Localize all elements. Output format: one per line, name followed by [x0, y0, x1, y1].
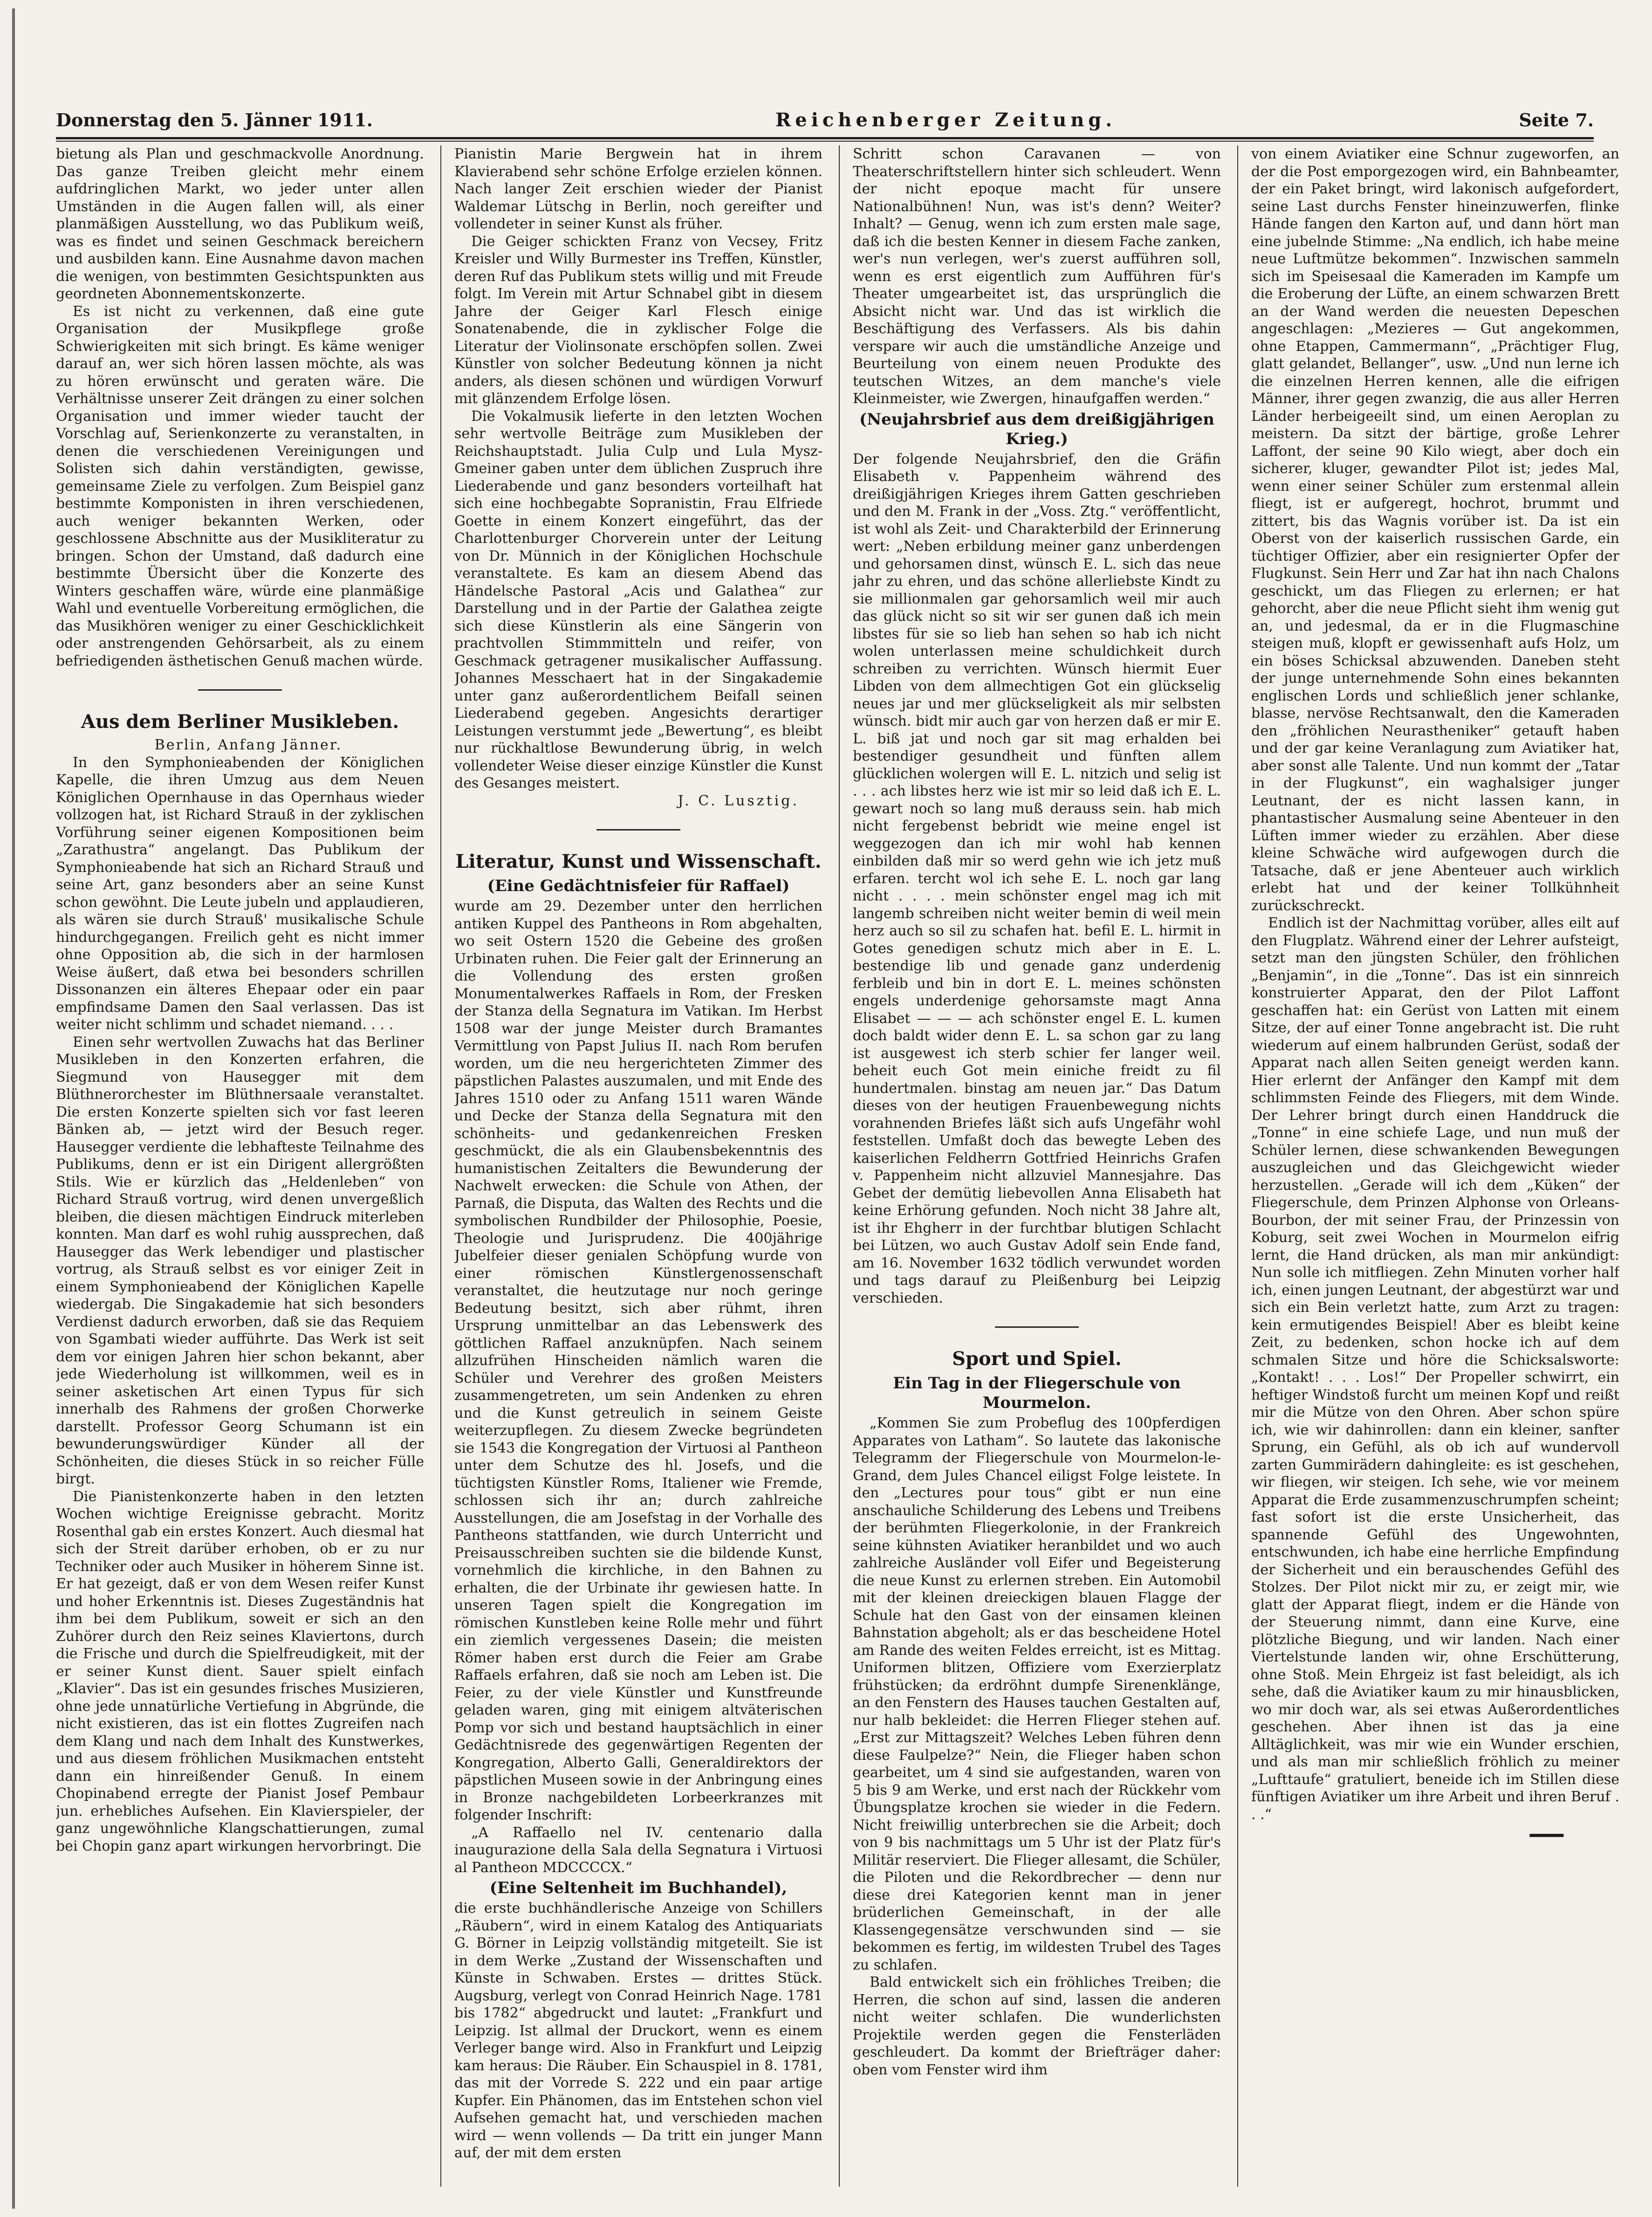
hausegger-paragraph: Einen sehr wertvollen Zuwachs hat das Berliner Musikleben in den Konzerten erfahren, die Siegmund von Hausegger mit dem Blüthnerorchester im Blüthnersaale veranstaltet. Die ersten Konzerte spielten sich vor fast leeren Bänken ab, — jetzt wird der Besuch reger. Hausegger verdiente die lebhafteste Teilnahme des Publikums, denn er ist ein Dirigent allergrößten Stils. Wie er kürzlich das „Heldenleben“ von Richard Strauß vortrug, wird denen unvergeßlich bleiben, die diesen mächtigen Eindruck miterleben konnten. Man darf es wohl ruhig aussprechen, daß Hausegger das Werk lebendiger und plastischer vortrug, als Strauß selbst es vor einiger Zeit in einem Symphonieabend der Königlichen Kapelle wiedergab. Die Singakademie hat sich besonders Verdienst dadurch erworben, daß sie das Requiem von Sgambati wieder aufführte. Das Werk ist seit dem vor einigen Jahren hier schon bekannt, aber jede Wiederholung ist willkommen, weil es in seiner asketischen Art einen Typus für sich innerhalb des Rahmens der großen Chorwerke darstellt. Professor Georg Schumann ist ein bewunderungswürdiger Künder all der Schönheiten, die dieses Stück in so reicher Fülle birgt. — [56, 1034, 424, 1487]
column-3 — [853, 145, 1221, 2187]
newyear-letter-subheadline: (Neujahrsbrief aus dem dreißigjährigen Krieg.) — [859, 410, 1215, 448]
violinist-paragraph: Die Geiger schickten Franz von Vecsey, Fritz Kreisler und Willy Burmester ins Treffen, Künstler, deren Ruf das Publikum stets willig und mit Freude folgt. Im Verein mit Artur Schnabel gibt in diesem Jahre der Geiger Karl Flesch einige Sonatenabende, die in zyklischer Folge die Literatur der Violinsonate erschöpfen sollen. Zwei Künstler von solcher Bedeutung können ja nicht anders, als diesen schönen und würdigen Vorwurf mit glänzendem Erfolge lösen. — [454, 233, 823, 407]
symphony-paragraph: In den Symphonieabenden der Königlichen Kapelle, die ihren Umzug aus dem Neuen Königlichen Opernhause in das Opernhaus wieder vollzogen hat, ist Richard Strauß in der zyklischen Vorführung seiner eigenen Kompositionen beim „Zarathustra“ angelangt. Das Publikum der Symphonieabende hat sich an Richard Strauß und seine Art, ganz besonders aber an seine Kunst schon gewöhnt. Die Leute jubeln und applaudieren, als wären sie durch Strauß' musikalische Schule hindurchgegangen. Freilich geht es nicht immer ohne Opposition ab, die sich in der harmlosen Weise äußert, daß etwa bei besonders schrillen Dissonanzen ein älteres Ehepaar oder ein paar empfindsame Damen den Saal verlassen. Das ist weiter nicht schlimm und schadet niemand. . . . — [56, 754, 424, 1033]
raffael-subheadline: (Eine Gedächtnisfeier für Raffael) — [487, 877, 790, 895]
concert-organisation-paragraph: Es ist nicht zu verkennen, daß eine gute Organisation der Musikpflege große Schwierigkeiten mit sich bringt. Es käme weniger darauf an, wer sich hören lassen möchte, als was zu hören erwünscht und geraten wäre. Die Verhältnisse unserer Zeit drängen zu einer solchen Organisation und immer wieder taucht der Vorschlag auf, Serienkonzerte zu veranstalten, in denen die verschiedenen Vereinigungen und Solisten sich dahin verständigten, gewisse, gemeinsame Ziele zu verfolgen. Zum Beispiel ganz bestimmte Komponisten in ihren verschiedenen, auch weniger bekannten Werken, oder geschlossene Abschnitte aus der Musikliteratur zu bringen. Schon der Umstand, daß dadurch eine bestimmte Übersicht über die Konzerte des Winters geschaffen wäre, würde eine planmäßige Wahl und eventuelle Vorbereitung ermöglichen, die das Musikhören weniger zu einer Geschicklichkeit oder anstrengenden Gehörsarbeit, als zu einem befriedigenden ästhetischen Genuß machen würde. — [56, 303, 424, 669]
flight-experience-paragraph: Endlich ist der Nachmittag vorüber, alles eilt auf den Flugplatz. Während einer der Lehrer aufsteigt, setzt man den jüngsten Schüler, den fröhlichen „Benjamin“, in die „Tonne“. Das ist ein sinnreich konstruierter Apparat, den der Pilot Laffont geschaffen hat: ein Gerüst von Latten mit einem Sitze, der auf einer Tonne angebracht ist. Die ruht wiederum auf einem halbrunden Gerüst, sodaß der Apparat nach allen Seiten geneigt werden kann. Hier erlernt der Anfänger den Kampf mit dem schlimmsten Feinde des Fliegers, mit dem Winde. Der Lehrer bringt durch einen Handdruck die „Tonne“ in eine schiefe Lage, und nun muß der Schüler lernen, diese schwankenden Bewegungen auszugleichen und das Gleichgewicht wieder herzustellen. „Gerade will ich dem „Küken“ der Fliegerschule, dem Prinzen Alphonse von Orleans-Bourbon, der mit seiner Frau, der Prinzessin von Koburg, seit zwei Wochen in Mourmelon eifrig lernt, die Hand drücken, als man mir ankündigt: Nun solle ich mitfliegen. Zehn Minuten vorher half ich, einen jungen Leutnant, der abgestürzt war und sich ein Bein verletzt hatte, zum Arzt zu tragen: kein ermutigendes Beispiel! Aber es bleibt keine Zeit, zu bedenken, schon hocke ich auf dem schmalen Sitze und höre die Schicksalsworte: „Kontakt! . . . Los!“ Der Propeller schwirrt, ein heftiger Windstoß furcht um meinen Kopf und reißt mir die Mütze von den Ohren. Aber schon spüre ich, wie wir dahinrollen: dann ein kleiner, sanfter Sprung, ein Gefühl, als ob ich auf wundervoll zarten Gummirädern dahingleite: es ist geschehen, wir fliegen, wir steigen. Ich sehe, wie vor meinem Apparat die Erde zusammenzuschrumpfen scheint; fast sofort ist die erste Unsicherheit, das spannende Gefühl des Ungewohnten, entschwunden, ich habe eine herrliche Empfindung der Sicherheit und ein berauschendes Gefühl des Stolzes. Der Pilot nickt mir zu, er zeigt mir, wie glatt der Apparat fliegt, indem er die Hände von der Steuerung nimmt, dann eine Kurve, eine plötzliche Biegung, und wir landen. Nach einer Viertelstunde landen wir, ohne Erschütterung, ohne Stoß. Mein Ehrgeiz ist fast beleidigt, als ich sehe, daß die Aviatiker kaum zu mir hinausblicken, wo mir doch war, als sei etwas Außerordentliches geschehen. Aber ihnen ist das ja eine Alltäglichkeit, was mir wie ein Wunder erschien, und als man mir schließlich fröhlich zu meiner „Lufttaufe“ gratuliert, beneide ich im Stillen diese fünftigen Aviatiker um ihre Arbeit und ihren Beruf . . .“ — [1251, 915, 1619, 1823]
schiller-paragraph: die erste buchhändlerische Anzeige von Schillers „Räubern“, wird in einem Katalog des Antiquariats G. Börner in Leipzig vollständig mitgeteilt. Sie ist in dem Werke „Zustand der Wissenschaften und Künste in Schwaben. Erstes — drittes Stück. Augsburg, verlegt von Conrad Heinrich Nage. 1781 bis 1782“ abgedruckt und lautet: „Frankfurt und Leipzig. Ist allmal der Druckort, wenn es einem Verleger bange wird. Also in Frankfurt und Leipzig kam heraus: Die Räuber. Ein Schauspiel in 8. 1781, das mit der Vorrede S. 222 und ein paar artige Kupfer. Ein Phänomen, das im Entstehen schon viel Aufsehen gemacht hat, und verschieden machen wird — wenn vollends — Da tritt ein junger Mann auf, der mit dem ersten — [454, 1900, 823, 2161]
column-separator — [839, 145, 840, 2187]
newspaper-title: Reichenberger Zeitung. — [775, 109, 1117, 131]
flight-school-morning-paragraph: Bald entwickelt sich ein fröhliches Treiben; die Herren, die schon auf sind, lassen die anderen nicht weiter schlafen. Die wunderlichsten Projektile werden gegen die Fensterläden geschleudert. Da kommt der Briefträger daher: oben vom Fenster wird ihm — [853, 1974, 1221, 2078]
berlin-music-headline: Aus dem Berliner Musikleben. — [81, 711, 399, 733]
column-4 — [1251, 145, 1619, 2187]
sport-headline: Sport und Spiel. — [952, 1348, 1122, 1370]
pianist-paragraph: Die Pianistenkonzerte haben in den letzten Wochen wichtige Ereignisse gebracht. Moritz Rosenthal gab ein erstes Konzert. Auch diesmal hat sich der Streit darüber erhoben, ob er zu nur Techniker oder auch Musiker in höherem Sinne ist. Er hat gezeigt, daß er von dem Wesen reifer Kunst und hoher Erkenntnis ist. Dieses Zugeständnis hat ihm bei dem Publikum, soweit er sich an den Zuhörer durch den Reiz seines Klaviertons, durch die Frische und durch die Spielfreudigkeit, mit der er seiner Kunst dient. Sauer spielt einfach „Klavier“. Das ist ein gesundes frisches Musizieren, ohne jede unnatürliche Vertiefung in Abgründe, die nicht existieren, das ist ein flottes Zugreifen nach dem Klang und nach dem Inhalt des Kunstwerkes, und aus diesem fröhlichen Musikmachen entsteht dann ein hinreißender Genuß. In einem Chopinabend erregte der Pianist Josef Pembaur jun. erhebliches Aufsehen. Ein Klavierspieler, der ganz ungewöhnliche Klangschattierungen, zumal bei Chopin ganz apart wirkungen hervorbringt. Die — [56, 1488, 424, 1854]
flight-school-paragraph: „Kommen Sie zum Probeflug des 100pferdigen Apparates von Latham“. So lautete das lakonische Telegramm der Fliegerschule von Mourmelon-le-Grand, dem Jules Chancel eiligst Folge leistete. In den „Lectures pour tous“ gibt er nun eine anschauliche Schilderung des Lebens und Treibens der berühmten Fliegerkolonie, in der Frankreich seine kühnsten Aviatiker heranbildet und wo auch zahlreiche Ausländer voll Eifer und Begeisterung die neue Kunst zu erlernen streben. Ein Automobil mit der kleinen dreieckigen blauen Flagge der Schule hat den Gast von der einsamen kleinen Bahnstation abgeholt; als er das bescheidene Hotel am Rande des weiten Feldes erreicht, ist es Mittag. Uniformen blitzen, Offiziere vom Exerzierplatz frühstücken; da erdröhnt dumpfe Sirenenklänge, an den Fenstern des Hauses tauchen Gestalten auf, nur halb bekleidet: die Herren Flieger stehen auf. „Erst zur Mittagszeit? Welches Leben führen denn diese Faulpelze?“ Nein, die Flieger haben schon gearbeitet, um 4 sind sie aufgestanden, waren von 5 bis 9 am Werke, und erst nach der Rückkehr vom Übungsplatze krochen sie wieder in die Federn. Nicht freiwillig unterbrechen sie die Arbeit; doch von 9 bis nachmittags um 5 Uhr ist der Platz für's Militär reserviert. Die Flieger allesamt, die Schüler, die Piloten und die Rekordbrecher — denn nur diese drei Kategorien kennt man in jener brüderlichen Gemeinschaft, in der alle Klassengegensätze verschwunden sind — sie bekommen es fertig, im wildesten Trubel des Tages zu schlafen. — [853, 1415, 1221, 1973]
section-divider — [596, 829, 680, 831]
concert-text-continued: bietung als Plan und geschmackvolle Anordnung. Das ganze Treiben gleicht mehr einem aufdringlichen Markt, wo jeder unter allen Umständen in die Augen fallen will, als einer planmäßigen Ausstellung, wo das Publikum weiß, was es findet und seinen Geschmack bereichern und ausbilden kann. Eine Ausnahme davon machen die wenigen, von bestimmten Gesichtspunkten aus geordneten Abonnementskonzerte. — [56, 146, 424, 302]
schiller-subheadline: (Eine Seltenheit im Buchhandel), — [489, 1879, 788, 1897]
newyear-letter-paragraph: Der folgende Neujahrsbrief, den die Gräfin Elisabeth v. Pappenheim während des dreißigjährigen Krieges ihrem Gatten geschrieben und den M. Frank in der „Voss. Ztg.“ veröffentlicht, ist wohl als Zeit- und Charakterbild der Erinnerung wert: „Neben erbildung meiner ganz unberdengen und gehorsamen dinst, wünsch E. L. sich das neue jahr zu ehren, und das schöne allerliebste Kindt zu sie millionmalen gar gehorsamlich weil mir auch das glück nicht so sit wir ser gunen daß ich mein libstes für sie so lieb han sehen so hab ich nicht wolen unterlassen meine schuldichkeit durch schreiben zu verrichten. Wünsch hiermit Euer Libden von dem allmechtigen Got ein glückselig neues jar und mer glückseligkeit als mir selbsten wünsch. bidt mir auch gar von herzen daß er mir E. L. biß jat und noch gar sit mag erhalden bei bestendiger gesundheit und fünften allem glücklichen wolergen will E. L. nitzich und selig ist . . . ach libstes herz wie ist mir so leid daß ich E. L. gewart noch so lang muß derauss sein. hab mich nicht fergebenst bebridt wie meine engel ist weggezogen dan ich mir wohl hab kennen einbilden daß mir so werd gehn wie ich jetz muß erfaren. tercht wol ich sehe E. L. noch gar lang nicht . . . . mein schönster engel mag ich mit langemb schreiben nicht weiter bemin di weil mein herz auch so sil zu schafen hat. befil E. L. hirmit in Gotes genedigen schutz mich aber in E. L. bestendige lib und genade ganz underdenig ferbleib und bin in dort E. L. meines schönsten engels underdenige gehorsamste magt Anna Elisabet — — — ach schönster engel E. L. kumen doch baldt wider denn E. L. sa schon gar zu lang ist ausgewest ich sterb schier fer langer weil. beheit euch Got mein einiche freidt zu fil hundertmalen. binstag am neuen jar.“ Das Datum dieses von der heutigen Frauenbewegung nichts vorahnenden Briefes läßt sich aufs Ungefähr wohl feststellen. Umfaßt doch das bewegte Leben des kaiserlichen Feldherrn Gottfried Heinrichs Grafen v. Pappenheim nicht allzuviel Mannesjahre. Das Gebet der demütig liebevollen Anna Elisabeth hat keine Erhörung gefunden. Noch nicht 38 Jahre alt, ist ihr Ehgherr in der furchtbar blutigen Schlacht bei Lützen, wo auch Gustav Adolf sein Ende fand, am 16. November 1632 tödlich verwundet worden und tags darauf zu Pleißenburg bei Leipzig verschieden. — [853, 451, 1221, 1306]
flight-school-subheadline: Ein Tag in der Fliegerschule von Mourmelon. — [893, 1374, 1181, 1412]
column-1 — [56, 145, 424, 2187]
vocal-music-paragraph: Die Vokalmusik lieferte in den letzten Wochen sehr wertvolle Beiträge zum Musikleben der Reichshauptstadt. Julia Culp und Lula Mysz-Gmeiner gaben unter dem üblichen Zuspruch ihre Liederabende und ganz besonders vorteilhaft hat sich eine hochbegabte Sopranistin, Frau Elfriede Goette in einem Konzert eingeführt, das der Charlottenburger Chorverein unter der Leitung von Dr. Münnich in der Königlichen Hochschule veranstaltete. Es kam an diesem Abend das Händelsche Pastoral „Acis und Galathea“ zur Darstellung und in der Partie der Galathea zeigte sich diese Künstlerin als eine Sängerin von prachtvollen Stimmmitteln und reifer, von Geschmack getragener musikalischer Auffassung. Johannes Messchaert hat in der Singakademie unter ganz außerordentlichem Beifall seinen Liederabend gegeben. Angesichts derartiger Leistungen verstummt jede „Bewertung“, es bleibt nur rückhaltlose Bewunderung übrig, in welch vollendeter Weise dieser einzige Künstler die Kunst des Gesanges meistert. — [454, 408, 823, 791]
section-divider — [198, 689, 282, 691]
masthead-rule-thin — [56, 141, 1594, 142]
masthead-rule — [56, 137, 1594, 139]
article-columns — [56, 145, 1619, 2187]
article-end-mark: ━━━ — [1529, 1825, 1563, 1846]
raffael-inscription: „A Raffaello nel IV. centenario dalla inaugurazione della Sala della Segnatura i Virtuosi al Pantheon MDCCCCX.“ — [454, 1824, 823, 1876]
column-2 — [454, 145, 823, 2187]
flight-school-continued: von einem Aviatiker eine Schnur zugeworfen, an der die Post emporgezogen wird, ein Bahnbeamter, der ein Paket bringt, wird lakonisch aufgefordert, seine Last durchs Fenster hineinzuwerfen, flinke Hände fangen den Karton auf, und dann hört man eine jubelnde Stimme: „Na endlich, ich habe meine neue Luftmütze bekommen“. Inzwischen sammeln sich im Speisesaal die Kameraden im Kampfe um die Eroberung der Lüfte, an einem schwarzen Brett an der Wand werden die neuesten Depeschen angeschlagen: „Mezieres — Gut angekommen, ohne Etappen, Cammermann“, „Prächtiger Flug, glatt gelandet, Bellanger“, usw. „Und nun lerne ich die einzelnen Herren kennen, alle die eifrigen Männer, ihrer gegen zwanzig, die aus aller Herren Länder herbeigeeilt sind, um einen Aeroplan zu meistern. Da sitzt der bärtige, große Lehrer Laffont, der seine 90 Kilo wiegt, aber doch ein sicherer, kluger, gewandter Pilot ist; jedes Mal, wenn einer seiner Schüler zum erstenmal allein fliegt, ist er aufgeregt, hochrot, brummt und zittert, bis das Wagnis vorüber ist. Da ist ein Oberst von der kaiserlich russischen Garde, ein tüchtiger Offizier, aber ein resignierter Opfer der Flugkunst. Sein Herr und Zar hat ihn nach Chalons geschickt, um das Fliegen zu erlernen; er hat gehorcht, aber die neue Pflicht sieht ihm wenig gut an, und jedesmal, da er in die Flugmaschine steigen muß, klopft er gewissenhaft aufs Holz, um ein böses Schicksal abzuwenden. Daneben steht der junge unternehmende Sohn eines bekannten englischen Lords und schließlich jener schlanke, blasse, nervöse Rechtsanwalt, den die Kameraden den „fröhlichen Neurastheniker“ getauft haben und der gar keine Veranlagung zum Aviatiker hat, aber sonst alle Talente. Und nun kommt der „Tatar in der Flugkunst“, ein waghalsiger junger Leutnant, der es nicht lassen kann, in phantastischer Ausmalung seine Abenteuer in den Lüften immer wieder zu erzählen. Aber diese kleine Schwäche wird aufgewogen durch die Tatsache, daß er jene Abenteuer auch wirklich erlebt hat und der keiner Tollkühnheit zurückschreckt. — [1251, 146, 1619, 914]
section-divider — [995, 1326, 1079, 1328]
berlin-dateline: Berlin, Anfang Jänner. — [154, 737, 343, 753]
literature-headline: Literatur, Kunst und Wissenschaft. — [455, 851, 822, 872]
page-number: Seite 7. — [1519, 109, 1594, 130]
column-separator — [1237, 145, 1238, 2187]
masthead — [56, 103, 1594, 136]
issue-date: Donnerstag den 5. Jänner 1911. — [56, 109, 373, 130]
schiller-continued: Schritt schon Caravanen — von Theaterschriftstellern hinter sich schleudert. Wenn der nicht epoque macht für unsere Nationalbühnen! Nun, was ist's denn? Weiter? Inhalt? — Genug, wenn ich zum ersten male sage, daß ich die besten Kenner in diesem Fache zanken, wer's nun verlegen, wer's zuerst aufführen soll, wenn es erst eigentlich zum Aufführen für's Theater umgearbeitet ist, das ursprünglich die Absicht nicht war. Und das ist wirklich die Beschäftigung des Verfassers. Als bis dahin verspare wir auch die umständliche Anzeige und Beurteilung von einem neuen Produkte des teutschen Witzes, an dem manche's viele Kleinmeister, wie Zwergen, hinaufgaffen werden.“ — [853, 146, 1221, 407]
column-separator — [440, 145, 441, 2187]
author-signature: J. C. Lusztig. — [678, 792, 799, 809]
pianist-continued: Pianistin Marie Bergwein hat in ihrem Klavierabend sehr schöne Erfolge erzielen können. Nach langer Zeit erschien wieder der Pianist Waldemar Lütschg in Berlin, noch gereifter und vollendeter in seiner Kunst als früher. — [454, 146, 823, 232]
raffael-paragraph: wurde am 29. Dezember unter den herrlichen antiken Kuppel des Pantheons in Rom abgehalten, wo seit Ostern 1520 die Gebeine des großen Urbinaten ruhen. Die Feier galt der Erinnerung an die Vollendung des ersten großen Monumentalwerkes Raffaels in Rom, der Fresken der Stanza della Segnatura im Vatikan. Im Herbst 1508 war der junge Meister durch Bramantes Vermittlung von Papst Julius II. nach Rom berufen worden, um die neu hergerichteten Zimmer des päpstlichen Palastes auszumalen, und mit Ende des Jahres 1510 oder zu Anfang 1511 waren Wände und Decke der Stanza della Segnatura mit den schönheits- und gedankenreichen Fresken geschmückt, die als ein Glaubensbekenntnis des humanistischen Zeitalters die Bewunderung der Nachwelt erwecken: die Schule von Athen, der Parnaß, die Disputa, das Walten des Rechts und die symbolischen Rundbilder der Philosophie, Poesie, Theologie und Jurisprudenz. Die 400jährige Jubelfeier dieser genialen Schöpfung wurde von einer römischen Künstlergenossenschaft veranstaltet, die heutzutage nur noch geringe Bedeutung besitzt, sich aber rühmt, ihren Ursprung unmittelbar an das Lebenswerk des göttlichen Raffael anzuknüpfen. Nach seinem allzufrühen Hinscheiden nämlich waren die Schüler und Verehrer des großen Meisters zusammengetreten, um sein Andenken zu ehren und die Kunst getreulich in seinem Geiste weiterzupflegen. Zu diesem Zwecke begründeten sie 1543 die Kongregation der Virtuosi al Pantheon unter dem Schutze des hl. Josefs, und die tüchtigsten Künstler Roms, Italiener wie Fremde, schlossen sich ihr an; durch zahlreiche Ausstellungen, die am Josefstag in der Vorhalle des Pantheons stattfanden, wie durch Unterricht und Preisausschreiben suchten sie die bildende Kunst, vornehmlich die kirchliche, in den Bahnen zu erhalten, die der Urbinate ihr gewiesen hatte. In unseren Tagen spielt die Kongregation im römischen Kunstleben keine Rolle mehr und führt ein ziemlich vergessenes Dasein; die meisten Römer haben erst durch die Feier am Grabe Raffaels erfahren, daß sie noch am Leben ist. Die Feier, zu der viele Künstler und Kunstfreunde geladen waren, ging mit einigem altväterischen Pomp vor sich und bestand hauptsächlich in einer Gedächtnisrede des gegenwärtigen Regenten der Kongregation, Alberto Galli, Generaldirektors der päpstlichen Museen sowie in der Anbringung eines in Bronze nachgebildeten Lorbeerkranzes mit folgender Inschrift: — [454, 898, 823, 1823]
